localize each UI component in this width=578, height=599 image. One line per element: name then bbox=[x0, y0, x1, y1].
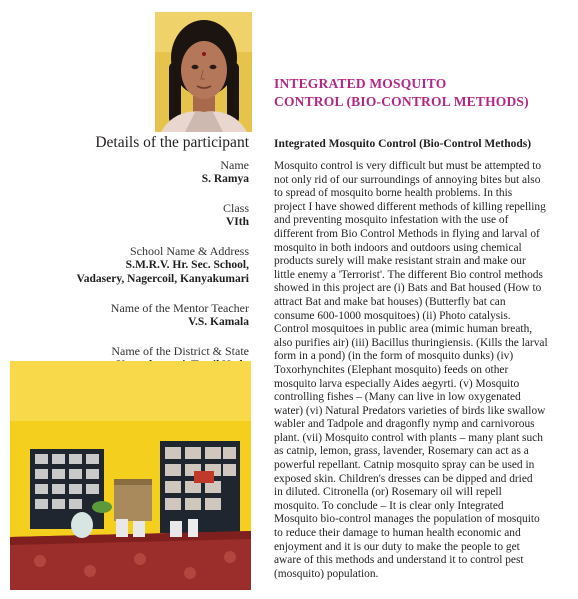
body-line: different from Bio Control Methods in flying and larval of bbox=[274, 227, 540, 240]
name-value: S. Ramya bbox=[201, 173, 249, 185]
body-line: enjoyment and it is our duty to make the people to get bbox=[274, 540, 520, 553]
school-value-line1: S.M.R.V. Hr. Sec. School, bbox=[125, 259, 249, 271]
page-title bbox=[274, 75, 574, 111]
body-line: Control mosquitoes in public area (mimic human breath, bbox=[274, 323, 533, 336]
title-line-1: INTEGRATED MOSQUITO bbox=[274, 76, 447, 91]
body-line: wabler and Tadpole and dragonfly nymp and carnivorous bbox=[274, 418, 535, 431]
body-line: project I have showed different methods of killing repelling bbox=[274, 200, 546, 213]
title-line-2: CONTROL (BIO-CONTROL METHODS) bbox=[274, 94, 529, 109]
body-line: powerful repellant. Catnip mosquito spray can be used in bbox=[274, 459, 535, 472]
body-line: water) (vi) Natural Predators varieties of birds like swallow bbox=[274, 404, 546, 417]
body-line: to spread of mosquito borne health problems. In this bbox=[274, 187, 513, 200]
body-line: form in a pond) (in the form of mosquito dunks) (iv) bbox=[274, 350, 514, 363]
article-body bbox=[274, 160, 558, 581]
class-value: VIth bbox=[225, 216, 249, 228]
body-line: not only rid of our surroundings of annoying bites but also bbox=[274, 173, 541, 186]
body-line: exposed skin. Children's dresses can be dipped and dried bbox=[274, 472, 533, 485]
body-line: attract Bat and make bat houses) (Butterfly bat can bbox=[274, 295, 506, 308]
class-label: Class bbox=[222, 201, 249, 215]
school-label: School Name & Address bbox=[130, 244, 249, 258]
district-label: Name of the District & State bbox=[111, 344, 249, 358]
details-heading: Details of the participant bbox=[95, 134, 249, 151]
exhibit-photo bbox=[10, 361, 251, 590]
body-line: Toxorhynchites (Elephant mosquito) feeds on other bbox=[274, 363, 509, 376]
participant-photo bbox=[155, 12, 252, 132]
body-line: showed in this project are (i) Bats and Bat housed (How to bbox=[274, 282, 542, 295]
body-line: plant. (vii) Mosquito control with plants – many plant such bbox=[274, 431, 543, 444]
body-line: mosquito larva especially Aides aegyrti. (v) Mosquito bbox=[274, 377, 520, 390]
body-line: in diluted. Citronella (or) Rosemary oil will repell bbox=[274, 486, 502, 499]
body-line: Mosquito control is very difficult but must be attempted to bbox=[274, 160, 542, 172]
body-line: Mosquito bio-control manages the population of mosquito bbox=[274, 513, 540, 526]
school-value-line2: Vadasery, Nagercoil, Kanyakumari bbox=[76, 273, 249, 285]
name-label: Name bbox=[220, 158, 249, 172]
body-line: consume 600-1000 mosquitoes) (ii) Photo catalysis. bbox=[274, 309, 511, 322]
article-subtitle: Integrated Mosquito Control (Bio-Control Methods) bbox=[274, 138, 532, 150]
participant-details bbox=[0, 134, 249, 372]
body-line: mosquito. To conclude – It is clear only Integrated bbox=[274, 499, 504, 512]
body-line: and preventing mosquito infestation with the use of bbox=[274, 214, 509, 227]
body-line: to reduce their damage to human health economic and bbox=[274, 527, 521, 540]
body-line: (mosquito) population. bbox=[274, 567, 379, 580]
body-line: aware of this methods and understand it to control pest bbox=[274, 554, 524, 567]
body-line: products surely will make resistant strain and make our bbox=[274, 255, 526, 268]
mentor-label: Name of the Mentor Teacher bbox=[110, 301, 249, 315]
body-line: little enemy a 'Terrorist'. The different Bio control methods bbox=[274, 268, 543, 281]
body-line: mosquito in both indoors and outdoors using chemical bbox=[274, 241, 522, 254]
mentor-value: V.S. Kamala bbox=[188, 316, 249, 328]
body-line: controlling fishes – (Many can live in low oxygenated bbox=[274, 391, 521, 404]
body-line: also purifies air) (iii) Bacillus thuringiensis. (Kills the larval bbox=[274, 336, 548, 349]
body-line: as catnip, lemon, grass, lavender, Rosemary can act as a bbox=[274, 445, 529, 458]
